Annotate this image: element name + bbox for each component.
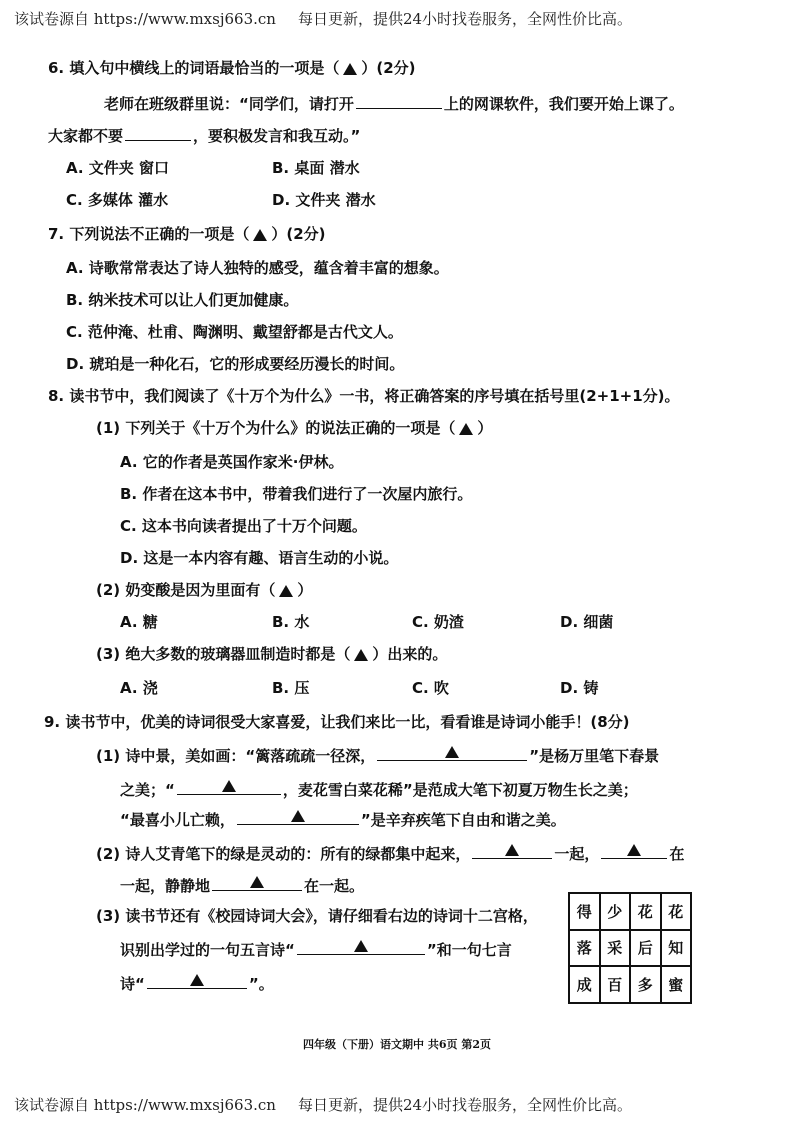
q7-option-a: A. 诗歌常常表达了诗人独特的感受，蕴含着丰富的想象。 [66,259,449,277]
triangle-icon [445,746,459,758]
triangle-icon [505,844,519,856]
q6-stem: 6. 填入句中横线上的词语最恰当的一项是（ ）(2分) [48,59,416,77]
q8-sub3-option-b: B. 压 [272,679,310,697]
q7-option-d: D. 琥珀是一种化石，它的形成要经历漫长的时间。 [66,355,405,373]
q9-sub3-line2: 识别出学过的一句五言诗“ ”和一句七言 [120,938,512,962]
q8-sub3-option-d: D. 铸 [560,679,599,697]
grid-cell: 百 [600,966,631,1003]
answer-blank[interactable] [472,842,552,859]
q8-sub3-option-a: A. 浇 [120,679,158,697]
q8-sub1-option-d: D. 这是一本内容有趣、语言生动的小说。 [120,549,399,567]
triangle-icon [343,63,357,75]
banner-site: 该试卷源自 https://www.mxsj663.cn [14,1096,276,1114]
q6-option-c: C. 多媒体 灌水 [66,191,169,209]
q8-sub1-stem: (1) 下列关于《十万个为什么》的说法正确的一项是（ ） [96,419,493,437]
triangle-icon [627,844,641,856]
q8-sub2-option-c: C. 奶渣 [412,613,464,631]
q8-sub2-option-d: D. 细菌 [560,613,614,631]
q9-stem: 9. 读书节中，优美的诗词很受大家喜爱，让我们来比一比，看看谁是诗词小能手！(8分) [44,713,630,731]
q9-sub1-line2: 之美；“ ，麦花雪白菜花稀”是范成大笔下初夏万物生长之美； [120,778,638,802]
q9-sub1-line3: “最喜小儿亡赖， ”是辛弃疾笔下自由和谐之美。 [120,808,566,832]
poem-grid [568,892,692,1004]
triangle-icon [279,585,293,597]
q8-sub1-option-b: B. 作者在这本书中，带着我们进行了一次屋内旅行。 [120,485,473,503]
triangle-icon [190,974,204,986]
q8-sub2-option-a: A. 糖 [120,613,158,631]
grid-cell: 花 [661,893,692,930]
page-footer: 四年级（下册）语文期中 共6页 第2页 [303,1038,491,1051]
grid-cell: 多 [630,966,661,1003]
q8-sub1-option-c: C. 这本书向读者提出了十万个问题。 [120,517,367,535]
footer-banner [14,1092,784,1118]
q7-stem: 7. 下列说法不正确的一项是（ ）(2分) [48,225,326,243]
q7-option-c: C. 范仲淹、杜甫、陶渊明、戴望舒都是古代文人。 [66,323,403,341]
grid-cell: 后 [630,930,661,967]
q8-sub2-option-b: B. 水 [272,613,310,631]
banner-slogan: 每日更新，提供24小时找卷服务，全网性价比高。 [297,1096,633,1114]
q9-sub3-line1: (3) 读书节还有《校园诗词大会》，请仔细看右边的诗词十二宫格， [96,907,538,925]
answer-blank[interactable] [177,778,281,795]
q8-sub3-option-c: C. 吹 [412,679,449,697]
grid-cell: 落 [569,930,600,967]
grid-cell: 知 [661,930,692,967]
triangle-icon [222,780,236,792]
triangle-icon [253,229,267,241]
triangle-icon [354,940,368,952]
q9-sub1-line1: (1) 诗中景，美如画：“篱落疏疏一径深， ”是杨万里笔下春景 [96,744,659,768]
banner-site: 该试卷源自 https://www.mxsj663.cn [14,10,276,28]
grid-cell: 成 [569,966,600,1003]
triangle-icon [354,649,368,661]
answer-blank[interactable] [212,874,302,891]
q6-option-d: D. 文件夹 潜水 [272,191,376,209]
answer-blank[interactable] [377,744,527,761]
q8-sub2-stem: (2) 奶变酸是因为里面有（ ） [96,581,313,599]
triangle-icon [291,810,305,822]
q8-sub1-option-a: A. 它的作者是英国作家米·伊林。 [120,453,344,471]
q6-passage-line1: 老师在班级群里说：“同学们，请打开 上的网课软件，我们要开始上课了。 [104,92,684,116]
q6-option-b: B. 桌面 潜水 [272,159,360,177]
q8-stem: 8. 读书节中，我们阅读了《十万个为什么》一书，将正确答案的序号填在括号里(2+1+1分)。 [48,387,680,405]
answer-blank[interactable] [147,972,247,989]
q6-passage-line2: 大家都不要 ，要积极发言和我互动。” [48,124,360,148]
grid-cell: 少 [600,893,631,930]
q6-option-a: A. 文件夹 窗口 [66,159,170,177]
q8-sub3-stem: (3) 绝大多数的玻璃器皿制造时都是（ ）出来的。 [96,645,448,663]
triangle-icon [459,423,473,435]
grid-cell: 蜜 [661,966,692,1003]
banner-slogan: 每日更新，提供24小时找卷服务，全网性价比高。 [297,10,633,28]
q7-option-b: B. 纳米技术可以让人们更加健康。 [66,291,299,309]
q9-sub3-line3: 诗“ ”。 [120,972,274,996]
header-banner [14,6,784,32]
answer-blank[interactable] [297,938,425,955]
answer-blank[interactable] [125,124,191,141]
answer-blank[interactable] [237,808,359,825]
q9-sub2-line2: 一起，静静地 在一起。 [120,874,364,898]
grid-cell: 采 [600,930,631,967]
answer-blank[interactable] [601,842,667,859]
grid-cell: 得 [569,893,600,930]
answer-blank[interactable] [356,92,442,109]
triangle-icon [250,876,264,888]
grid-cell: 花 [630,893,661,930]
q9-sub2-line1: (2) 诗人艾青笔下的绿是灵动的：所有的绿都集中起来， 一起， 在 [96,842,684,866]
